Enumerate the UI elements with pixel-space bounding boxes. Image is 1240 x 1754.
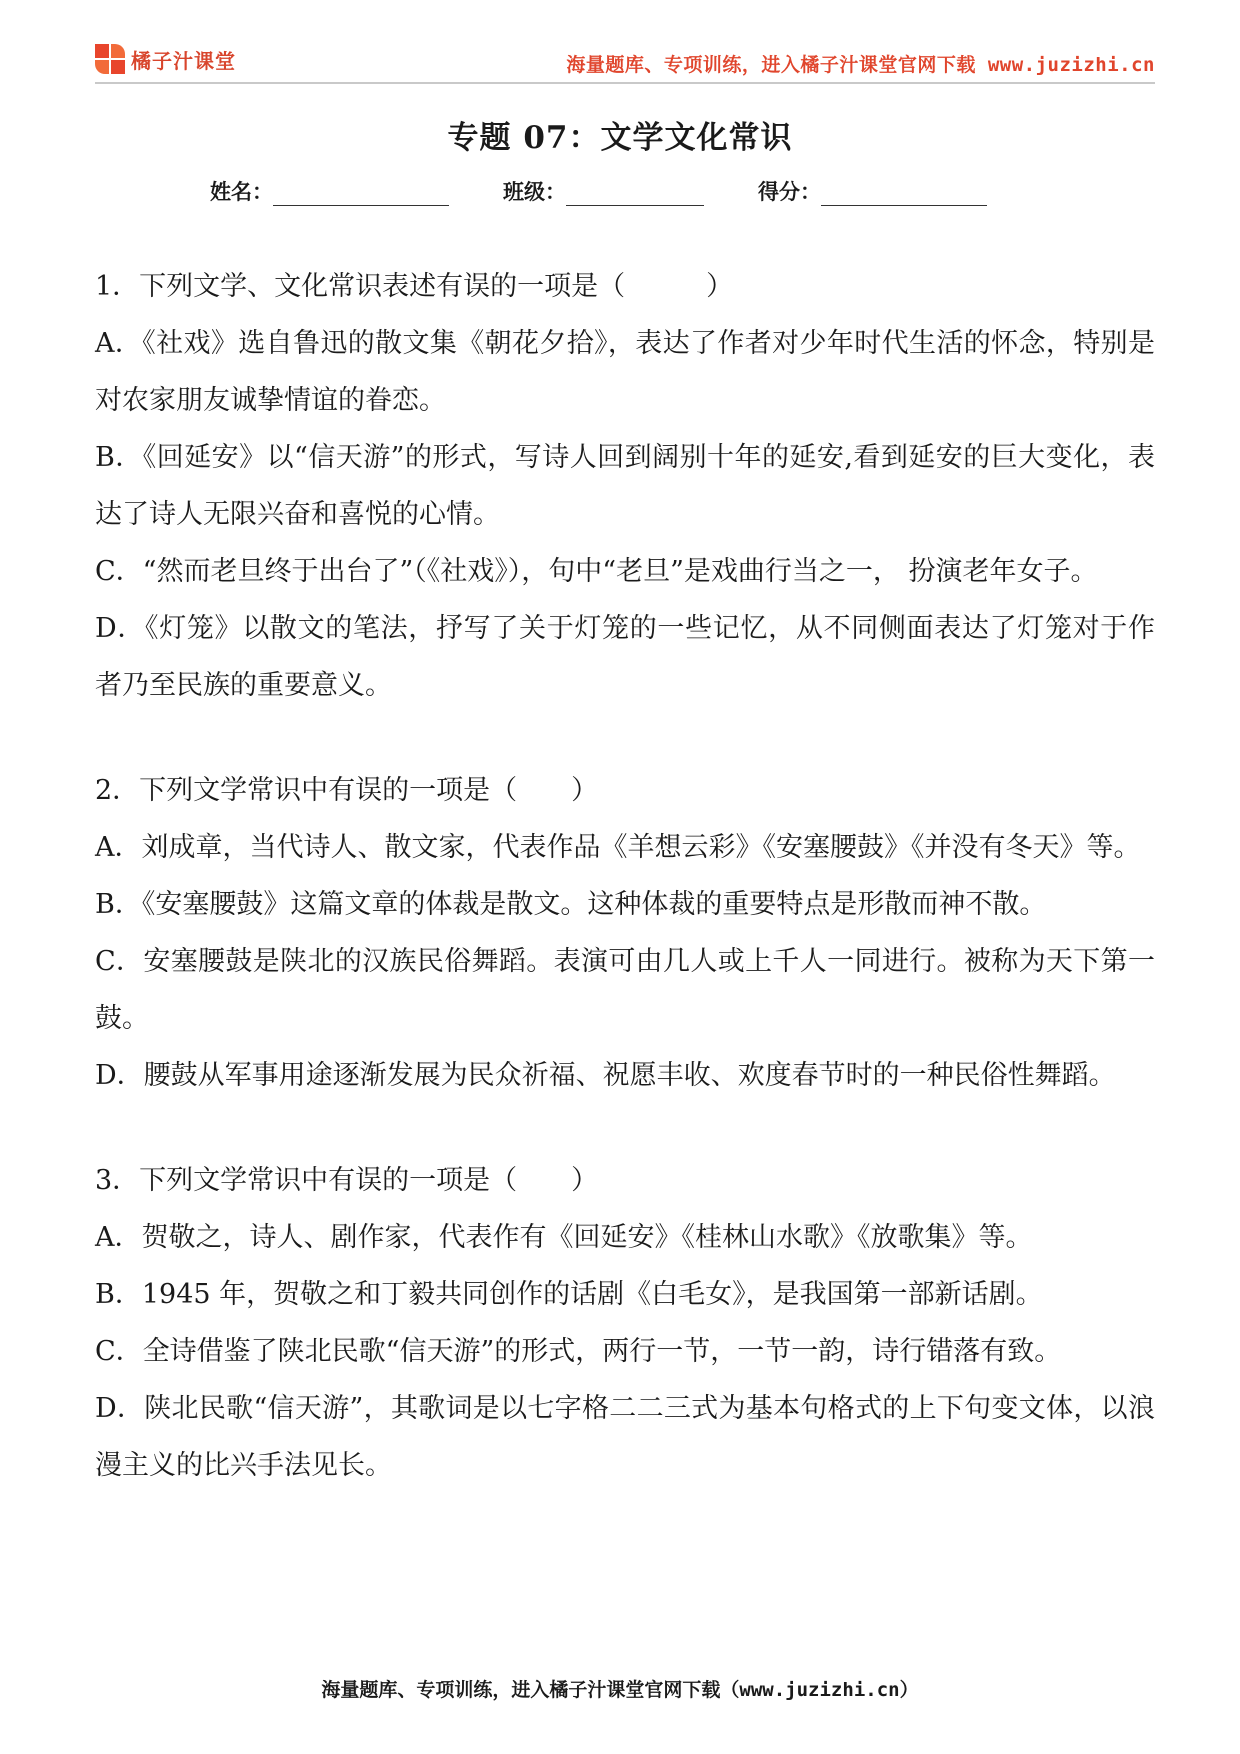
option-a: A．刘成章，当代诗人、散文家，代表作品《羊想云彩》《安塞腰鼓》《并没有冬天》等。 — [95, 832, 1141, 863]
question-stem: 1．下列文学、文化常识表述有误的一项是（ ） — [95, 271, 734, 302]
option-a: A．贺敬之，诗人、剧作家，代表作有《回延安》《桂林山水歌》《放歌集》等。 — [95, 1222, 1033, 1253]
name-field — [210, 176, 503, 206]
option-c: C．安塞腰鼓是陕北的汉族民俗舞蹈。表演可由几人或上千人一同进行。被称为天下第一鼓。 — [95, 946, 1155, 1034]
page-footer: 海量题库、专项训练，进入橘子汁课堂官网下载（www.juzizhi.cn） — [321, 1679, 919, 1701]
name-label: 姓名： — [210, 179, 273, 204]
question-1 — [95, 258, 1155, 714]
option-b: B．《安塞腰鼓》这篇文章的体裁是散文。这种体裁的重要特点是形散而神不散。 — [95, 889, 1047, 920]
question-2 — [95, 762, 1155, 1104]
option-b: B．1945 年，贺敬之和丁毅共同创作的话剧《白毛女》，是我国第一部新话剧。 — [95, 1279, 1043, 1310]
question-list — [95, 258, 1155, 1542]
page-title: 专题 07：文学文化常识 — [447, 120, 793, 156]
option-d: D．陕北民歌“信天游”，其歌词是以七字格二二三式为基本句格式的上下句变文体，以浪漫主义的比兴手法见长。 — [95, 1393, 1155, 1481]
option-d: D．腰鼓从军事用途逐渐发展为民众祈福、祝愿丰收、欢度春节时的一种民俗性舞蹈。 — [95, 1060, 1116, 1091]
option-b: B．《回延安》以“信天游”的形式，写诗人回到阔别十年的延安,看到延安的巨大变化，表达了诗人无限兴奋和喜悦的心情。 — [95, 442, 1155, 530]
page-header — [95, 38, 1155, 82]
class-field — [503, 176, 758, 206]
score-field — [758, 176, 987, 206]
question-stem: 3．下列文学常识中有误的一项是（ ） — [95, 1165, 599, 1196]
header-divider — [95, 82, 1155, 84]
option-c: C．全诗借鉴了陕北民歌“信天游”的形式，两行一节，一节一韵，诗行错落有致。 — [95, 1336, 1062, 1367]
logo-icon — [95, 44, 125, 74]
student-info-row — [210, 176, 987, 206]
question-stem: 2．下列文学常识中有误的一项是（ ） — [95, 775, 599, 806]
score-blank[interactable] — [821, 185, 987, 206]
option-a: A．《社戏》选自鲁迅的散文集《朝花夕拾》，表达了作者对少年时代生活的怀念，特别是对农家朋友诚挚情谊的眷恋。 — [95, 328, 1155, 416]
header-slogan: 海量题库、专项训练，进入橘子汁课堂官网下载 www.juzizhi.cn — [566, 54, 1155, 76]
class-blank[interactable] — [566, 185, 704, 206]
question-3 — [95, 1152, 1155, 1494]
score-label: 得分： — [758, 179, 821, 204]
name-blank[interactable] — [273, 185, 449, 206]
class-label: 班级： — [503, 179, 566, 204]
option-d: D．《灯笼》以散文的笔法，抒写了关于灯笼的一些记忆，从不同侧面表达了灯笼对于作者乃至民族的重要意义。 — [95, 613, 1155, 701]
brand-logo[interactable] — [95, 44, 236, 74]
option-c: C．“然而老旦终于出台了”（《社戏》），句中“老旦”是戏曲行当之一， 扮演老年女子。 — [95, 556, 1098, 587]
logo-text: 橘子汁课堂 — [131, 48, 236, 73]
